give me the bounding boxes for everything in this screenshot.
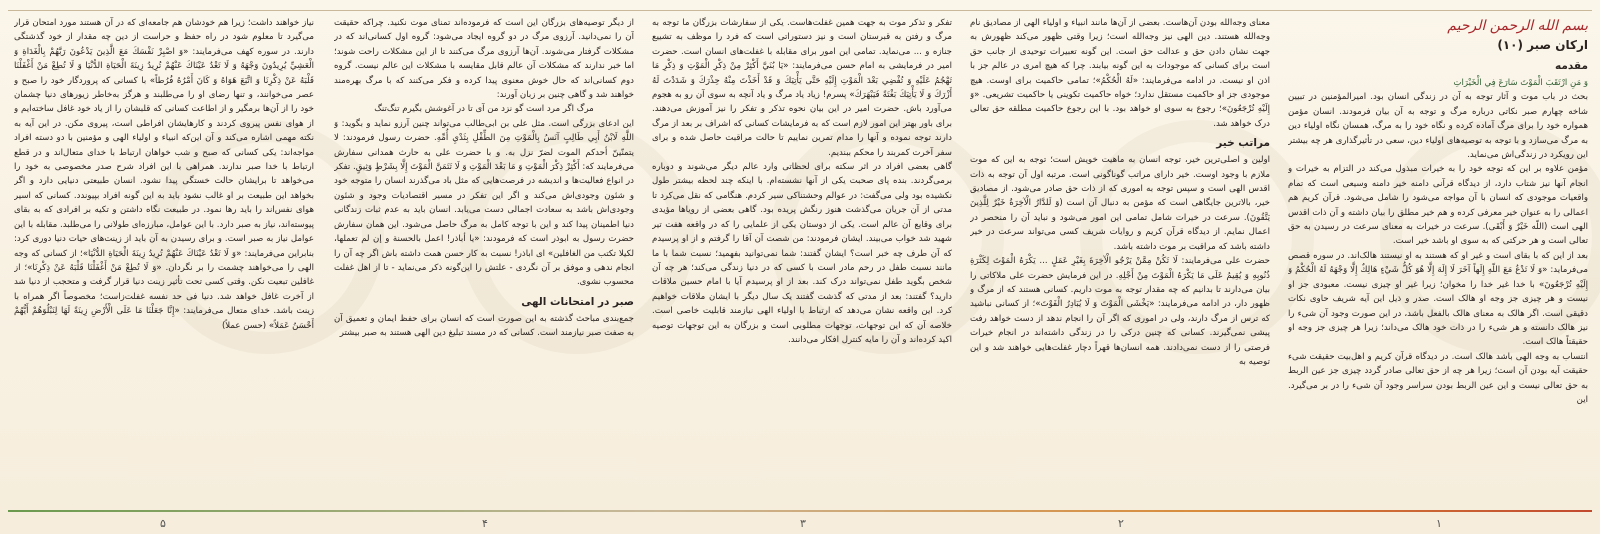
paragraph: از دیگر توصیه‌های بزرگان این است که فرموده‌اند تمنای موت نکنید. چراکه حقیقت آن را نمی‌دانید. آرزوی مرگ در دو گروه ایجاد می‌شود: گروه اول کسانی‌اند که در مشکلات گرفتار می‌شوند. آن‌ها آرزوی مرگ می‌کنند تا از این مشکلات راحت شوند؛ اما خبر ندارند که مشکلات آن عالم قابل مقایسه با مشکلات این عالم نیست. گروه دوم کسانی‌اند که حال خوش معنوی پیدا کرده و فکر می‌کنند که با مرگ بهره‌مند خواهند شد و گاهی چنین بر زبان آورند: <box>334 18 634 101</box>
section-heading: مراتب خیر <box>1216 137 1270 150</box>
paragraph: نیاز خواهند داشت؛ زیرا هم خودشان هم جامعه‌ای که در آن هستند مورد امتحان قرار می‌گیرد تا معلوم شود در راه حفظ و حراست از دین چه مقدار از خود گذشتگی دارند. در سوره کهف می‌فرمایند: «وَ اصْبِرْ نَفْسَكَ مَعَ الَّذِينَ يَدْعُونَ رَبَّهُمْ بِالْغَدَاةِ وَ الْعَشِيِّ يُرِيدُونَ وَجْهَهُ وَ لَا تَعْدُ عَيْنَاكَ عَنْهُمْ تُرِيدُ زِينَةَ الْحَيَاةِ الدُّنْيَا وَ لَا تُطِعْ مَنْ أَغْفَلْنَا قَلْبَهُ عَنْ ذِكْرِنَا وَ اتَّبَعَ هَوَاهُ وَ كَانَ أَمْرُهُ فُرُطاً» با کسانی که پروردگار خود را صبح و عصر می‌خوانند، و تنها رضای او را می‌طلبند و هرگز به‌خاطر زیورهای دنیا چشمان خود را از آن‌ها برمگیر و از اطاعت کسانی که قلبشان را از یاد خود غافل ساخته‌ایم و از هوای نفس پیروی کردند و کارهایشان افراطی است، پیروی مکن. در این آیه به نکته مهمی اشاره می‌کند و آن این‌که انبیاء و اولیاء الهی و مؤمنین با دو دسته افراد مواجه‌اند: یکی کسانی که صبح و شب خواهان ارتباط با خدای متعال‌اند و در قطع ارتباط با خدا صبر ندارند. همراهی با این افراد شرح صدر مخصوصی به خود را می‌خواهد تا برایشان حالت خستگی پیدا نشود. انسان طبیعتی دنیایی دارد و اگر بخواهد این طبیعت بر او غالب نشود باید به این گونه افراد بپیوندد. کسانی که اسیر هوای نفس‌اند را باید رها نمود. در طبیعت نگاه داشتن و تکیه بر افرادی که به بقای پیوسته‌اند، نیاز به صبر دارد. با این عوامل، مبارزه‌ای طولانی را می‌طلبد. مقابله با این عوامل نیاز به صبر است. و برای رسیدن به آن باید از زینت‌های حیات دنیا دوری کرد: بنابراین می‌فرمایند: «وَ لَا تَعْدُ عَيْنَاكَ عَنْهُمْ تُرِيدُ زِينَةَ الْحَيَاةِ الدُّنْيَا»؛ از کسانی که وجه الهی را می‌خواهند چشمت را بر نگردان. «وَ لَا تُطِعْ مَنْ أَغْفَلْنَا قَلْبَهُ عَنْ ذِكْرِنَا»؛ از غافلین تبعیت نکن. وقتی کسی تحت تأثیر زینت دنیا قرار گرفت و متحجب از دنیا شد از آخرت غافل خواهد شد. دنیا فی حد نفسه غفلت‌زاست؛ مخصوصاً اگر همراه با زینت باشد. خدای متعال می‌فرمایند: «إِنَّا جَعَلْنَا مَا عَلَى الْأَرْضِ زِينَةً لَهَا لِنَبْلُوَهُمْ أَيُّهُمْ أَحْسَنُ عَمَلاً» (حسن عملاً) <box>14 18 314 331</box>
paragraph: انتساب به وجه الهی باشد هالک است. در دیدگاه قرآن کریم و اهل‌بیت حقیقت شیء حقیقت آیه بودن آن است؛ زیرا هر چه از حق تعالی صادر گردد چیزی جز عین الربط به حق تعالی نیست و این عین الربط بودن سراسر وجود آن شیء را در بر می‌گیرد. این <box>1288 351 1588 405</box>
paragraph: وَ مَنِ ارْتَقَبَ الْمَوْتَ سَارَعَ فِي الْخَيْرَاتِ <box>1453 78 1588 88</box>
bottom-rule <box>8 510 1592 512</box>
paragraph: گاهی بعضی افراد در اثر سکته برای لحظاتی وارد عالم دیگر می‌شوند و دوباره برمی‌گردند. بنده پای صحبت یکی از آنها نشسته‌ام. با اینکه چند لحظه بیشتر طول نکشیده بود ولی می‌گفت: در عوالم وحشتناکی سیر کردم. هنگامی که نقل می‌کرد تا مدتی از آن جریان می‌گذشت هنوز رنگش پریده بود. گاهی بعضی از رویاها مؤیدی برای وقایع آن عالم است. یکی از دوستان یکی از علمایی را که در واقعه هفت تیر شهید شد خواب می‌بیند. ایشان فرمودند: من شصت آن آقا را گرفتم و از او پرسیدم که آن طرف چه خبر است؟ ایشان گفتند: شما نمی‌توانید بفهمید؛ نسبت شما با ما مانند نسبت طفل در رحم مادر است با کسی که در دنیا زندگی می‌کند؛ هر چه آن شخص بگوید طفل نمی‌تواند درک کند. بعد از او پرسیدم آیا با امام حسین ملاقات دارید؟ گفتند: بعد از مدتی که گذشت گفتند یک سال دیگر با ایشان ملاقات خواهیم کرد. این واقعه نشان می‌دهد که ارتباط با اولیاء الهی نیازمند قابلیت خاصی است. خلاصه آن که این توجهات، توجهات مطلوبی است و بزرگان به این توجهات توصیه اکید کرده‌اند و آن را مایه کنترل افکار می‌دانند. <box>652 162 952 345</box>
page-number: ۲ <box>1118 517 1124 530</box>
bismillah-calligraphy: بسم الله الرحمن الرحيم <box>1447 18 1588 34</box>
paragraph: جمع‌بندی مباحث گذشته به این صورت است که انسان برای حفظ ایمان و تعمیق آن به صفت صبر نیازمند است. کسانی که در مسند تبلیغ دین الهی هستند به صبر بیشتر <box>334 313 634 339</box>
page-number: ۳ <box>800 517 806 530</box>
section-heading: مقدمه <box>1555 60 1588 72</box>
paragraph: بعد از این که با بقای است و غیر او که هستند به او نیستند هالک‌اند. در سوره قصص می‌فرماید: «وَ لَا تَدْعُ مَعَ اللّهِ إِلَهاً آخَرَ لَا إِلَهَ إِلَّا هُوَ كُلُّ شَيْءٍ هَالِكٌ إِلَّا وَجْهَهُ لَهُ الْحُكْمُ وَ إِلَيْهِ تُرْجَعُونَ» با خدا غیر خدا را مخوان؛ زیرا غیر او چیزی نیست. معبودی جز او نیست و هر چیزی جز وجه او هالک است. صدر و ذیل این آیه شریف حاوی نکات دقیقی است. اگر هالک به معنای هالک بالفعل باشد، در این صورت وجود آن شیء را نیز هالک دانسته و هر شیء را در ذات خود هالک می‌داند؛ زیرا هر چیزی جز وجه او حقیقتاً هالک است. <box>1288 250 1588 348</box>
paragraph: معنای وجه‌الله بودن آن‌هاست. بعضی از آن‌ها مانند انبیاء و اولیاء الهی از مصادیق نام وجه‌الله هستند. دین الهی نیز وجه‌الله است؛ زیرا وقتی ظهور می‌کند ظهورش به جهت نشان دادن حق و عدالت حق است. این گونه تعبیرات توحیدی از جانب حق است برای کسانی که موجودات به این گونه بیابند. چرا که هیچ امری در عالم جز با اذن او نیست. در ادامه می‌فرمایند: «لَهُ الْحُكْمُ»؛ تمامی حاکمیت برای اوست. هیچ موجودی جز او حاکمیت مستقل ندارد؛ خواه حاکمیت تکوینی یا حاکمیت تشریعی. «وَ إِلَيْهِ تُرْجَعُونَ»؛ رجوع به سوی او خواهد بود. با این رجوع حاکمیت مطلقه حق تعالی درک خواهد شد. <box>970 18 1270 129</box>
column-page-4 <box>334 16 634 500</box>
paragraph: بحث در باب موت و آثار توجه به آن در زندگی انسان بود. امیرالمؤمنین در تبیین شاخه چهارم صبر نکاتی درباره مرگ و توجه به آن بیان فرمودند. انسان مؤمن همواره خود را برای مرگ آماده کرده و نگاه خود را به مرگ، همسان نگاه اولیاء دین به مرگ می‌سازد و با توجه به توصیه‌های اولیاء دین، سعی در تأثیرگذاری هر چه بیشتر این رویکرد در زندگی‌اش می‌نماید. <box>1288 92 1588 161</box>
page-number: ۴ <box>482 517 488 530</box>
paragraph: حضرت علی می‌فرمایند: لَا تَكُنْ مِمَّنْ يَرْجُو الْآخِرَةَ بِغَيْرِ عَمَلٍ ... يَكْرَهُ الْمَوْتَ لِكَثْرَةِ ذُنُوبِهِ وَ يُقِيمُ عَلَى مَا يَكْرَهُ الْمَوْتَ مِنْ أَجْلِهِ. در این فرمایش حضرت علی ملاکاتی را بیان می‌دارند تا بدانیم که چه مقدار توجه به موت داریم. کسانی هستند که از مرگ و ظهور دار، در ادامه می‌فرمایند: «يَخْشَى الْمَوْتَ وَ لَا يُبَادِرُ الْفَوْتَ»؛ از کسانی نباشید که ترس از مرگ دارند، ولی در اموری که اگر آن را انجام ندهد از دست خواهد رفت پیشی نمی‌گیرند. کسانی که چنین درکی را در زندگی داشته‌اند در انجام خیرات فرصتی را از دست نمی‌دادند. همه انسان‌ها قهراً دچار غفلت‌هایی خواهند شد و این توصیه به <box>970 256 1270 367</box>
section-heading: صبر در امتحانات الهی <box>521 295 634 308</box>
column-page-5 <box>14 16 314 500</box>
paragraph: اولین و اصلی‌ترین خیر، توجه انسان به ماهیت خویش است؛ توجه به این که موت ملازم با وجود اوست. خیر دارای مراتب گوناگونی است. مرتبه اول آن توجه به ذات اقدس الهی است و سپس توجه به اموری که از ذات حق صادر می‌شود. از مصادیق خیر، بالاترین جایگاهی است که مؤمن به دنبال آن است (وَ لَلدَّارُ الْآخِرَةُ خَيْرٌ لِلَّذِينَ يَتَّقُونَ). سرعت در خیرات شامل تمامی این امور می‌شود و نباید آن را منحصر در اعمال نمایم. از دیدگاه قرآن کریم و روایات شریف کسی می‌تواند سرعت در خیر داشته باشد که مراقبت بر موت داشته باشد. <box>970 155 1270 252</box>
page-number: ۱ <box>1436 517 1442 530</box>
poem-verse: مرگ اگر مرد است گو نزد من آی تا در آغوشش بگیرم تنگ‌تنگ <box>374 104 594 115</box>
column-page-2 <box>970 16 1270 500</box>
paragraph: تفکر و تذکر موت به جهت همین غفلت‌هاست. یکی از سفارشات بزرگان ما توجه به مرگ و رفتن به قبرستان است و نیز دستوراتی است که فرد را موظف به تشییع جنازه و ... می‌نماید. تمامی این امور برای مقابله با غفلت‌های انسان است. حضرت امیر در فرمایشی به امام حسن می‌فرمایند: «يَا بُنَيَّ أَكْثِرْ مِنْ ذِكْرِ الْمَوْتِ وَ ذِكْرِ مَا تَهْجُمُ عَلَيْهِ وَ تُفْضِي بَعْدَ الْمَوْتِ إِلَيْهِ حَتَّى يَأْتِيَكَ وَ قَدْ أَخَذْتَ مِنْهُ حِذْرَكَ وَ شَدَدْتَ لَهُ أَزْرَكَ وَ لَا يَأْتِيَكَ بَغْتَةً فَيَبْهَرَكَ» پسرم! زیاد یاد مرگ و یاد آنچه به سوی آن رو به هجوم می‌آورد باش. حضرت امیر در این بیان نحوه تذکر و تفکر را نیز آموزش می‌دهند. برای باور بهتر این امور لازم است که به فرمایشات کسانی که اشراف بر بعد از مرگ دارند توجه نموده و آنها را مدام تمرین نماییم تا حالت مراقبت حاصل شده و برای سفر آخرت کمربند را محکم ببندیم. <box>652 18 952 158</box>
paragraph: مؤمن علاوه بر این که توجه خود را به خیرات مبذول می‌کند در التزام به خیرات و انجام آنها نیز شتاب دارد، از دیدگاه قرآنی دامنه خیر دامنه وسیعی است که تمام واقعیات موجودی که انسان با آن مواجه می‌شود را شامل می‌شود. قرآن کریم هم اعمالی را به عنوان خیر معرفی کرده و هم خیر مطلق را بیان داشته و آن ذات اقدس الهی است (اللّه خَيْرٌ وَ أَبْقَى). سرعت در خیرات به معنای سرعت در رسیدن به حق تعالی است و هر حرکتی که به سوی او باشد خیر است. <box>1288 164 1588 247</box>
paragraph: این ادعای بزرگی است. مثل علی بن ابی‌طالب می‌تواند چنین آرزو نماید و بگوید: وَ اللَّهِ لَابْنُ أَبِي طَالِبٍ آنَسُ بِالْمَوْتِ مِنَ الطِّفْلِ بِثَدْيِ أُمِّهِ. حضرت رسول فرمودند: لا يتمنّينّ أحدكم الموت لضرّ نزل به. و با حضرت علی به حارث همدانی سفارش می‌فرمایند که: أَكْثِرْ ذِكْرَ الْمَوْتِ وَ مَا بَعْدَ الْمَوْتِ وَ لَا تَتَمَنَّ الْمَوْتَ إِلَّا بِشَرْطٍ وَثِيقٍ. تفکر در انواع فعالیت‌ها و اندیشه در فرصت‌هایی که مثل باد می‌گذرند انسان را متوجه خود و شئون وجودی‌اش می‌کند و اگر این تفکر در مسیر اقتصادیات وجود و شئون وجودی‌اش باشد به سعادت اجمالی دست می‌یابد. انسان باید به عدم ثبات زندگانی دنیا اطمینان پیدا کند و این با توجه کامل به مرگ حاصل می‌شود. این همان سفارش حضرت رسول به ابوذر است که فرمودند: «يا أباذر! اعمل بالحسنة و إن لم تعملها، لكيلا تكتب من الغافلين» ای اباذر! نسبت به کار حسن همت داشته باش اگر چه آن را انجام ندهی و موفق بر آن نگردی - علتش را این‌گونه ذکر می‌نماید - تا از اهل غفلت محسوب نشوی. <box>334 118 634 288</box>
column-page-3 <box>652 16 952 500</box>
page-number: ۵ <box>160 517 166 530</box>
column-page-1 <box>1288 16 1588 500</box>
top-rule <box>8 10 1592 11</box>
chapter-title: ارکان صبر (۱۰) <box>1497 38 1588 52</box>
